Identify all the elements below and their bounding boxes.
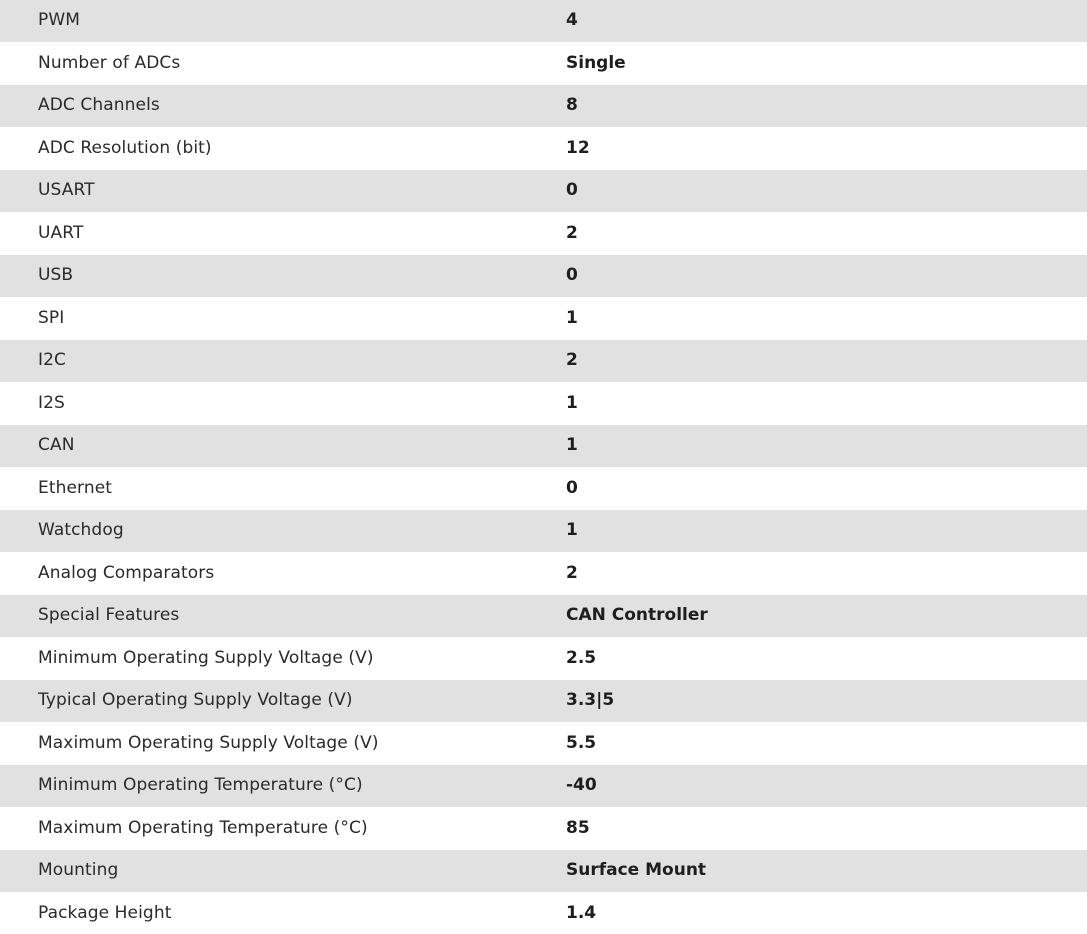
spec-value: 4 [566, 0, 578, 42]
spec-row-typical-supply-voltage [0, 679, 1087, 722]
spec-row-adc-resolution [0, 127, 1087, 170]
spec-row-i2c [0, 339, 1087, 382]
spec-label: Minimum Operating Temperature (°C) [38, 764, 363, 807]
spec-row-uart [0, 212, 1087, 255]
spec-label: UART [38, 212, 83, 255]
spec-label: USART [38, 169, 95, 212]
spec-value: -40 [566, 764, 597, 807]
spec-label: PWM [38, 0, 80, 42]
spec-row-i2s [0, 382, 1087, 425]
spec-value: 1 [566, 424, 578, 467]
spec-row-package-height [0, 892, 1087, 934]
spec-label: CAN [38, 424, 75, 467]
spec-row-can [0, 424, 1087, 467]
spec-value: 0 [566, 467, 578, 510]
spec-row-max-temperature [0, 807, 1087, 850]
spec-label: ADC Channels [38, 84, 160, 127]
spec-row-adc-channels [0, 84, 1087, 127]
spec-label: Minimum Operating Supply Voltage (V) [38, 637, 374, 680]
spec-value: 2 [566, 339, 578, 382]
spec-label: Maximum Operating Temperature (°C) [38, 807, 368, 850]
spec-label: ADC Resolution (bit) [38, 127, 212, 170]
spec-value: 0 [566, 169, 578, 212]
spec-label: Ethernet [38, 467, 112, 510]
spec-value: CAN Controller [566, 594, 708, 637]
spec-row-watchdog [0, 509, 1087, 552]
spec-label: Watchdog [38, 509, 124, 552]
spec-value: 2 [566, 552, 578, 595]
spec-row-min-supply-voltage [0, 637, 1087, 680]
spec-row-mounting [0, 849, 1087, 892]
spec-value: 1 [566, 297, 578, 340]
spec-row-number-of-adcs [0, 42, 1087, 85]
spec-value: 1 [566, 509, 578, 552]
spec-value: Single [566, 42, 626, 85]
spec-row-analog-comparators [0, 552, 1087, 595]
spec-label: Number of ADCs [38, 42, 180, 85]
spec-label: Typical Operating Supply Voltage (V) [38, 679, 353, 722]
spec-label: Special Features [38, 594, 179, 637]
spec-value: 5.5 [566, 722, 596, 765]
spec-row-min-temperature [0, 764, 1087, 807]
spec-value: 0 [566, 254, 578, 297]
spec-value: Surface Mount [566, 849, 706, 892]
spec-label: Analog Comparators [38, 552, 214, 595]
spec-label: I2S [38, 382, 65, 425]
spec-value: 85 [566, 807, 590, 850]
spec-row-pwm [0, 0, 1087, 42]
spec-label: Mounting [38, 849, 118, 892]
spec-row-ethernet [0, 467, 1087, 510]
spec-label: SPI [38, 297, 64, 340]
spec-row-special-features [0, 594, 1087, 637]
spec-value: 12 [566, 127, 590, 170]
spec-row-spi [0, 297, 1087, 340]
spec-value: 2.5 [566, 637, 596, 680]
spec-value: 1.4 [566, 892, 596, 934]
spec-row-usb [0, 254, 1087, 297]
spec-value: 2 [566, 212, 578, 255]
spec-value: 8 [566, 84, 578, 127]
spec-label: Package Height [38, 892, 171, 934]
spec-label: I2C [38, 339, 66, 382]
spec-value: 3.3|5 [566, 679, 614, 722]
spec-label: USB [38, 254, 73, 297]
spec-label: Maximum Operating Supply Voltage (V) [38, 722, 379, 765]
spec-row-usart [0, 169, 1087, 212]
spec-row-max-supply-voltage [0, 722, 1087, 765]
spec-value: 1 [566, 382, 578, 425]
